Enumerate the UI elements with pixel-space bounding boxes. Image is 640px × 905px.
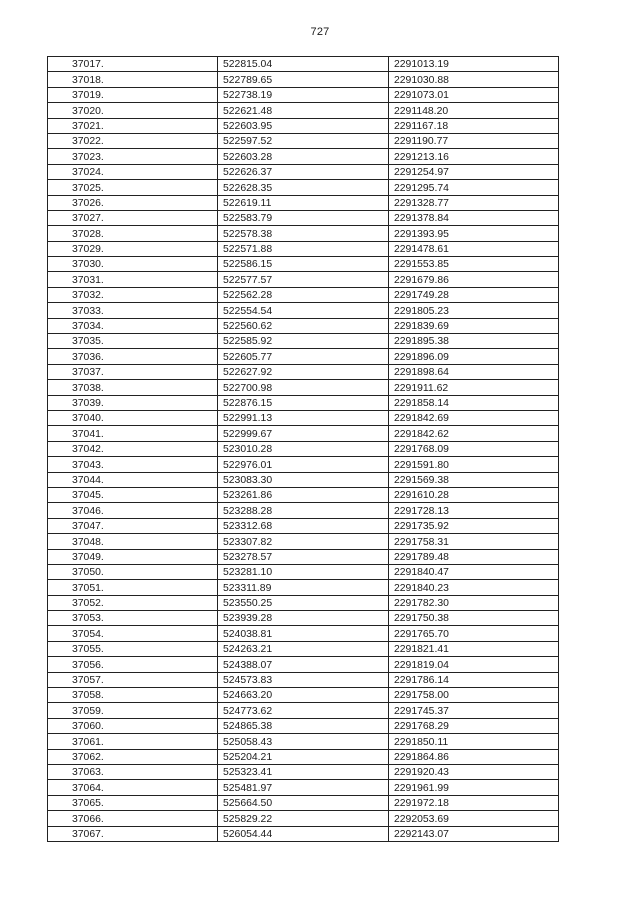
table-row <box>48 749 559 764</box>
point-number-cell: 37020. <box>48 103 218 118</box>
table-row <box>48 133 559 148</box>
y-coordinate-cell: 2292053.69 <box>389 811 559 826</box>
x-coordinate-cell: 524663.20 <box>218 688 389 703</box>
x-coordinate-cell: 524388.07 <box>218 657 389 672</box>
point-number-cell: 37018. <box>48 72 218 87</box>
table-row <box>48 226 559 241</box>
x-coordinate-cell: 525481.97 <box>218 780 389 795</box>
x-coordinate-cell: 522571.88 <box>218 241 389 256</box>
point-number-cell: 37051. <box>48 580 218 595</box>
point-number-cell: 37046. <box>48 503 218 518</box>
y-coordinate-cell: 2291553.85 <box>389 257 559 272</box>
table-row <box>48 595 559 610</box>
point-number-cell: 37044. <box>48 472 218 487</box>
y-coordinate-cell: 2291972.18 <box>389 795 559 810</box>
point-number-cell: 37038. <box>48 380 218 395</box>
y-coordinate-cell: 2291728.13 <box>389 503 559 518</box>
y-coordinate-cell: 2291295.74 <box>389 180 559 195</box>
y-coordinate-cell: 2291013.19 <box>389 57 559 72</box>
point-number-cell: 37063. <box>48 764 218 779</box>
y-coordinate-cell: 2291378.84 <box>389 210 559 225</box>
x-coordinate-cell: 523311.89 <box>218 580 389 595</box>
table-row <box>48 657 559 672</box>
table-row <box>48 826 559 841</box>
x-coordinate-cell: 522627.92 <box>218 364 389 379</box>
page-number: 727 <box>310 26 330 38</box>
x-coordinate-cell: 522619.11 <box>218 195 389 210</box>
point-number-cell: 37067. <box>48 826 218 841</box>
table-row <box>48 580 559 595</box>
table-row <box>48 241 559 256</box>
table-row <box>48 180 559 195</box>
table-row <box>48 272 559 287</box>
y-coordinate-cell: 2291393.95 <box>389 226 559 241</box>
x-coordinate-cell: 524038.81 <box>218 626 389 641</box>
x-coordinate-cell: 522603.28 <box>218 149 389 164</box>
y-coordinate-cell: 2291254.97 <box>389 164 559 179</box>
point-number-cell: 37065. <box>48 795 218 810</box>
table-row <box>48 611 559 626</box>
y-coordinate-cell: 2291864.86 <box>389 749 559 764</box>
y-coordinate-cell: 2291789.48 <box>389 549 559 564</box>
y-coordinate-cell: 2291679.86 <box>389 272 559 287</box>
x-coordinate-cell: 525829.22 <box>218 811 389 826</box>
point-number-cell: 37052. <box>48 595 218 610</box>
y-coordinate-cell: 2291821.41 <box>389 641 559 656</box>
point-number-cell: 37023. <box>48 149 218 164</box>
table-row <box>48 210 559 225</box>
x-coordinate-cell: 522597.52 <box>218 133 389 148</box>
x-coordinate-cell: 522621.48 <box>218 103 389 118</box>
x-coordinate-cell: 523307.82 <box>218 534 389 549</box>
point-number-cell: 37033. <box>48 303 218 318</box>
point-number-cell: 37030. <box>48 257 218 272</box>
x-coordinate-cell: 522976.01 <box>218 457 389 472</box>
point-number-cell: 37048. <box>48 534 218 549</box>
point-number-cell: 37047. <box>48 518 218 533</box>
table-row <box>48 472 559 487</box>
point-number-cell: 37039. <box>48 395 218 410</box>
point-number-cell: 37055. <box>48 641 218 656</box>
table-row <box>48 426 559 441</box>
table-row <box>48 118 559 133</box>
table-row <box>48 441 559 456</box>
point-number-cell: 37031. <box>48 272 218 287</box>
x-coordinate-cell: 522991.13 <box>218 410 389 425</box>
table-row <box>48 811 559 826</box>
x-coordinate-cell: 524773.62 <box>218 703 389 718</box>
x-coordinate-cell: 523261.86 <box>218 487 389 502</box>
y-coordinate-cell: 2291768.29 <box>389 718 559 733</box>
y-coordinate-cell: 2291850.11 <box>389 734 559 749</box>
y-coordinate-cell: 2291898.64 <box>389 364 559 379</box>
table-row <box>48 303 559 318</box>
table-row <box>48 334 559 349</box>
y-coordinate-cell: 2291610.28 <box>389 487 559 502</box>
table-row <box>48 503 559 518</box>
x-coordinate-cell: 523083.30 <box>218 472 389 487</box>
x-coordinate-cell: 522789.65 <box>218 72 389 87</box>
table-row <box>48 87 559 102</box>
y-coordinate-cell: 2291569.38 <box>389 472 559 487</box>
x-coordinate-cell: 522585.92 <box>218 334 389 349</box>
table-row <box>48 457 559 472</box>
y-coordinate-cell: 2291750.38 <box>389 611 559 626</box>
coordinates-table-body <box>48 57 559 842</box>
y-coordinate-cell: 2291805.23 <box>389 303 559 318</box>
y-coordinate-cell: 2291758.00 <box>389 688 559 703</box>
point-number-cell: 37040. <box>48 410 218 425</box>
y-coordinate-cell: 2291030.88 <box>389 72 559 87</box>
y-coordinate-cell: 2291073.01 <box>389 87 559 102</box>
point-number-cell: 37041. <box>48 426 218 441</box>
y-coordinate-cell: 2291840.47 <box>389 564 559 579</box>
y-coordinate-cell: 2291328.77 <box>389 195 559 210</box>
x-coordinate-cell: 524263.21 <box>218 641 389 656</box>
point-number-cell: 37022. <box>48 133 218 148</box>
table-row <box>48 287 559 302</box>
point-number-cell: 37032. <box>48 287 218 302</box>
point-number-cell: 37034. <box>48 318 218 333</box>
table-row <box>48 718 559 733</box>
y-coordinate-cell: 2291895.38 <box>389 334 559 349</box>
x-coordinate-cell: 522603.95 <box>218 118 389 133</box>
table-row <box>48 57 559 72</box>
x-coordinate-cell: 522628.35 <box>218 180 389 195</box>
table-row <box>48 688 559 703</box>
table-row <box>48 534 559 549</box>
point-number-cell: 37036. <box>48 349 218 364</box>
point-number-cell: 37066. <box>48 811 218 826</box>
table-row <box>48 626 559 641</box>
x-coordinate-cell: 522999.67 <box>218 426 389 441</box>
y-coordinate-cell: 2291858.14 <box>389 395 559 410</box>
x-coordinate-cell: 526054.44 <box>218 826 389 841</box>
x-coordinate-cell: 523312.68 <box>218 518 389 533</box>
table-row <box>48 549 559 564</box>
table-row <box>48 410 559 425</box>
point-number-cell: 37028. <box>48 226 218 241</box>
y-coordinate-cell: 2291735.92 <box>389 518 559 533</box>
y-coordinate-cell: 2291819.04 <box>389 657 559 672</box>
x-coordinate-cell: 522876.15 <box>218 395 389 410</box>
x-coordinate-cell: 523281.10 <box>218 564 389 579</box>
x-coordinate-cell: 524573.83 <box>218 672 389 687</box>
table-row <box>48 349 559 364</box>
table-row <box>48 395 559 410</box>
x-coordinate-cell: 524865.38 <box>218 718 389 733</box>
x-coordinate-cell: 522700.98 <box>218 380 389 395</box>
table-row <box>48 518 559 533</box>
point-number-cell: 37017. <box>48 57 218 72</box>
table-row <box>48 734 559 749</box>
y-coordinate-cell: 2291911.62 <box>389 380 559 395</box>
x-coordinate-cell: 523939.28 <box>218 611 389 626</box>
point-number-cell: 37042. <box>48 441 218 456</box>
x-coordinate-cell: 523010.28 <box>218 441 389 456</box>
table-row <box>48 487 559 502</box>
x-coordinate-cell: 522815.04 <box>218 57 389 72</box>
y-coordinate-cell: 2291768.09 <box>389 441 559 456</box>
y-coordinate-cell: 2291478.61 <box>389 241 559 256</box>
x-coordinate-cell: 522560.62 <box>218 318 389 333</box>
table-row <box>48 795 559 810</box>
point-number-cell: 37056. <box>48 657 218 672</box>
point-number-cell: 37053. <box>48 611 218 626</box>
y-coordinate-cell: 2291591.80 <box>389 457 559 472</box>
y-coordinate-cell: 2291840.23 <box>389 580 559 595</box>
x-coordinate-cell: 522578.38 <box>218 226 389 241</box>
y-coordinate-cell: 2291842.62 <box>389 426 559 441</box>
point-number-cell: 37021. <box>48 118 218 133</box>
table-row <box>48 780 559 795</box>
table-row <box>48 380 559 395</box>
x-coordinate-cell: 523288.28 <box>218 503 389 518</box>
point-number-cell: 37050. <box>48 564 218 579</box>
point-number-cell: 37027. <box>48 210 218 225</box>
coordinates-table <box>47 56 559 842</box>
x-coordinate-cell: 522605.77 <box>218 349 389 364</box>
point-number-cell: 37029. <box>48 241 218 256</box>
point-number-cell: 37057. <box>48 672 218 687</box>
y-coordinate-cell: 2291765.70 <box>389 626 559 641</box>
x-coordinate-cell: 522586.15 <box>218 257 389 272</box>
x-coordinate-cell: 525058.43 <box>218 734 389 749</box>
y-coordinate-cell: 2291758.31 <box>389 534 559 549</box>
point-number-cell: 37037. <box>48 364 218 379</box>
point-number-cell: 37025. <box>48 180 218 195</box>
y-coordinate-cell: 2292143.07 <box>389 826 559 841</box>
point-number-cell: 37045. <box>48 487 218 502</box>
x-coordinate-cell: 525664.50 <box>218 795 389 810</box>
y-coordinate-cell: 2291839.69 <box>389 318 559 333</box>
y-coordinate-cell: 2291786.14 <box>389 672 559 687</box>
x-coordinate-cell: 522738.19 <box>218 87 389 102</box>
y-coordinate-cell: 2291920.43 <box>389 764 559 779</box>
table-row <box>48 703 559 718</box>
point-number-cell: 37060. <box>48 718 218 733</box>
x-coordinate-cell: 522626.37 <box>218 164 389 179</box>
table-row <box>48 641 559 656</box>
table-row <box>48 195 559 210</box>
table-row <box>48 72 559 87</box>
table-row <box>48 364 559 379</box>
table-row <box>48 318 559 333</box>
point-number-cell: 37059. <box>48 703 218 718</box>
y-coordinate-cell: 2291782.30 <box>389 595 559 610</box>
table-row <box>48 672 559 687</box>
y-coordinate-cell: 2291896.09 <box>389 349 559 364</box>
y-coordinate-cell: 2291167.18 <box>389 118 559 133</box>
y-coordinate-cell: 2291745.37 <box>389 703 559 718</box>
y-coordinate-cell: 2291842.69 <box>389 410 559 425</box>
point-number-cell: 37024. <box>48 164 218 179</box>
x-coordinate-cell: 522562.28 <box>218 287 389 302</box>
x-coordinate-cell: 522577.57 <box>218 272 389 287</box>
point-number-cell: 37043. <box>48 457 218 472</box>
y-coordinate-cell: 2291213.16 <box>389 149 559 164</box>
point-number-cell: 37019. <box>48 87 218 102</box>
table-row <box>48 103 559 118</box>
x-coordinate-cell: 522554.54 <box>218 303 389 318</box>
x-coordinate-cell: 525323.41 <box>218 764 389 779</box>
y-coordinate-cell: 2291961.99 <box>389 780 559 795</box>
x-coordinate-cell: 522583.79 <box>218 210 389 225</box>
point-number-cell: 37061. <box>48 734 218 749</box>
y-coordinate-cell: 2291148.20 <box>389 103 559 118</box>
table-row <box>48 149 559 164</box>
x-coordinate-cell: 523278.57 <box>218 549 389 564</box>
point-number-cell: 37064. <box>48 780 218 795</box>
point-number-cell: 37062. <box>48 749 218 764</box>
point-number-cell: 37054. <box>48 626 218 641</box>
point-number-cell: 37049. <box>48 549 218 564</box>
table-row <box>48 764 559 779</box>
y-coordinate-cell: 2291749.28 <box>389 287 559 302</box>
x-coordinate-cell: 523550.25 <box>218 595 389 610</box>
table-row <box>48 164 559 179</box>
y-coordinate-cell: 2291190.77 <box>389 133 559 148</box>
x-coordinate-cell: 525204.21 <box>218 749 389 764</box>
table-row <box>48 257 559 272</box>
point-number-cell: 37035. <box>48 334 218 349</box>
point-number-cell: 37026. <box>48 195 218 210</box>
table-row <box>48 564 559 579</box>
point-number-cell: 37058. <box>48 688 218 703</box>
